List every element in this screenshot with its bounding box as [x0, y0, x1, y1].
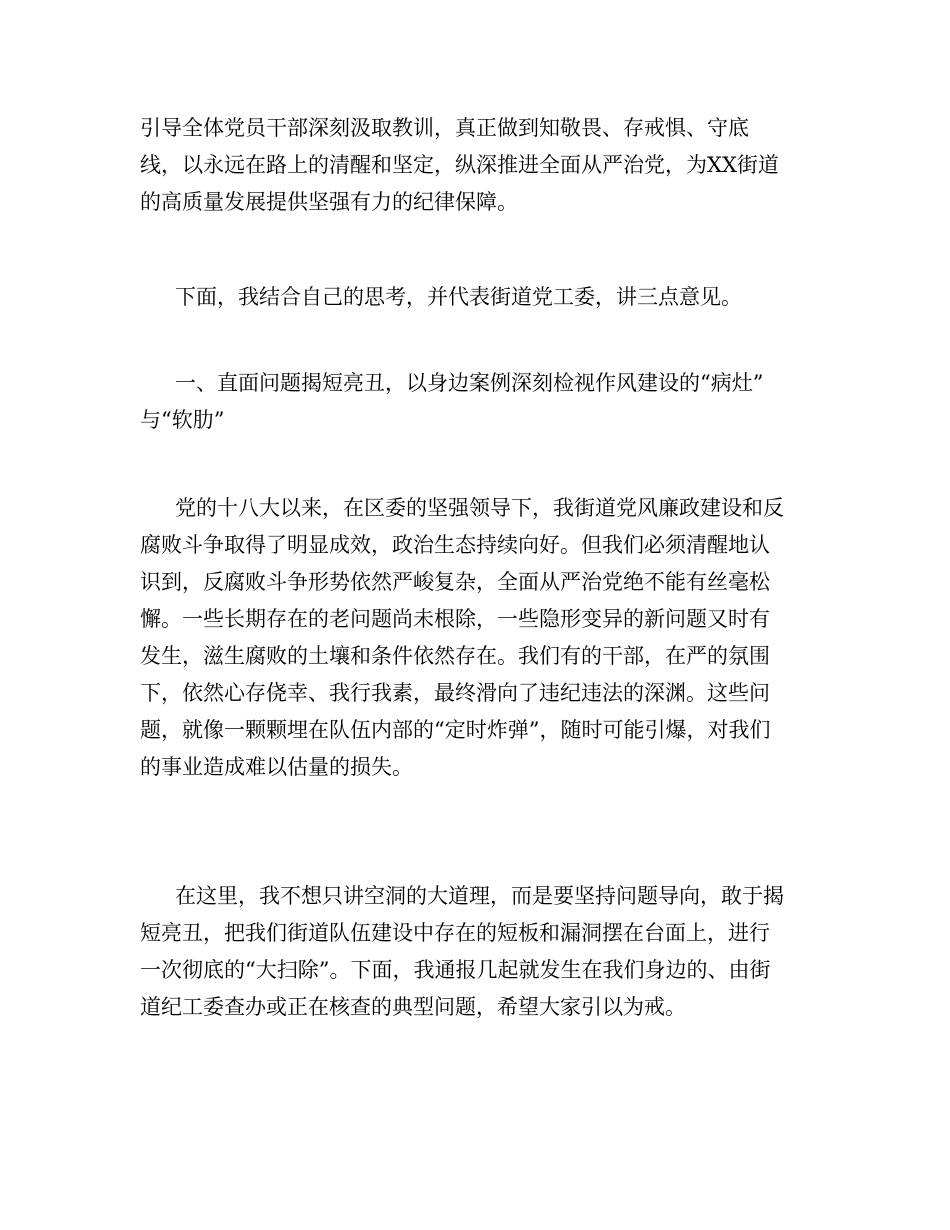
paragraph-2	[140, 279, 812, 316]
paragraph-line: 线，以永远在路上的清醒和坚定，纵深推进全面从严治党，为XX街道	[140, 153, 779, 177]
paragraph-line: 懈。一些长期存在的老问题尚未根除，一些隐形变异的新问题又时有	[140, 607, 770, 631]
paragraph-line: 腐败斗争取得了明显成效，政治生态持续向好。但我们必须清醒地认	[140, 533, 770, 557]
paragraph-line: 下面，我结合自己的思考，并代表街道党工委，讲三点意见。	[175, 285, 742, 309]
paragraph-line: 与“软肋”	[140, 408, 225, 432]
paragraph-line: 下，依然心存侥幸、我行我素，最终滑向了违纪违法的深渊。这些问	[140, 681, 770, 705]
paragraph-line: 在这里，我不想只讲空洞的大道理，而是要坚持问题导向，敢于揭	[175, 884, 784, 908]
paragraph-line: 的高质量发展提供坚强有力的纪律保障。	[140, 190, 518, 214]
paragraph-1	[140, 110, 812, 221]
paragraph-5	[140, 878, 812, 1026]
paragraph-line: 的事业造成难以估量的损失。	[140, 755, 413, 779]
paragraph-line: 党的十八大以来，在区委的坚强领导下，我街道党风廉政建设和反	[175, 496, 784, 520]
section-heading-1	[140, 365, 812, 439]
paragraph-line: 短亮丑，把我们街道队伍建设中存在的短板和漏洞摆在台面上，进行	[140, 921, 770, 945]
paragraph-line: 一次彻底的“大扫除”。下面，我通报几起就发生在我们身边的、由街	[140, 958, 771, 982]
paragraph-line: 题，就像一颗颗埋在队伍内部的“定时炸弹”，随时可能引爆，对我们	[140, 718, 771, 742]
paragraph-line: 识到，反腐败斗争形势依然严峻复杂，全面从严治党绝不能有丝毫松	[140, 570, 770, 594]
paragraph-line: 发生，滋生腐败的土壤和条件依然存在。我们有的干部，在严的氛围	[140, 644, 770, 668]
paragraph-line: 道纪工委查办或正在核查的典型问题，希望大家引以为戒。	[140, 995, 686, 1019]
paragraph-line: 一、直面问题揭短亮丑，以身边案例深刻检视作风建设的“病灶”	[175, 371, 764, 395]
paragraph-line: 引导全体党员干部深刻汲取教训，真正做到知敬畏、存戒惧、守底	[140, 116, 749, 140]
paragraph-4	[140, 490, 812, 786]
